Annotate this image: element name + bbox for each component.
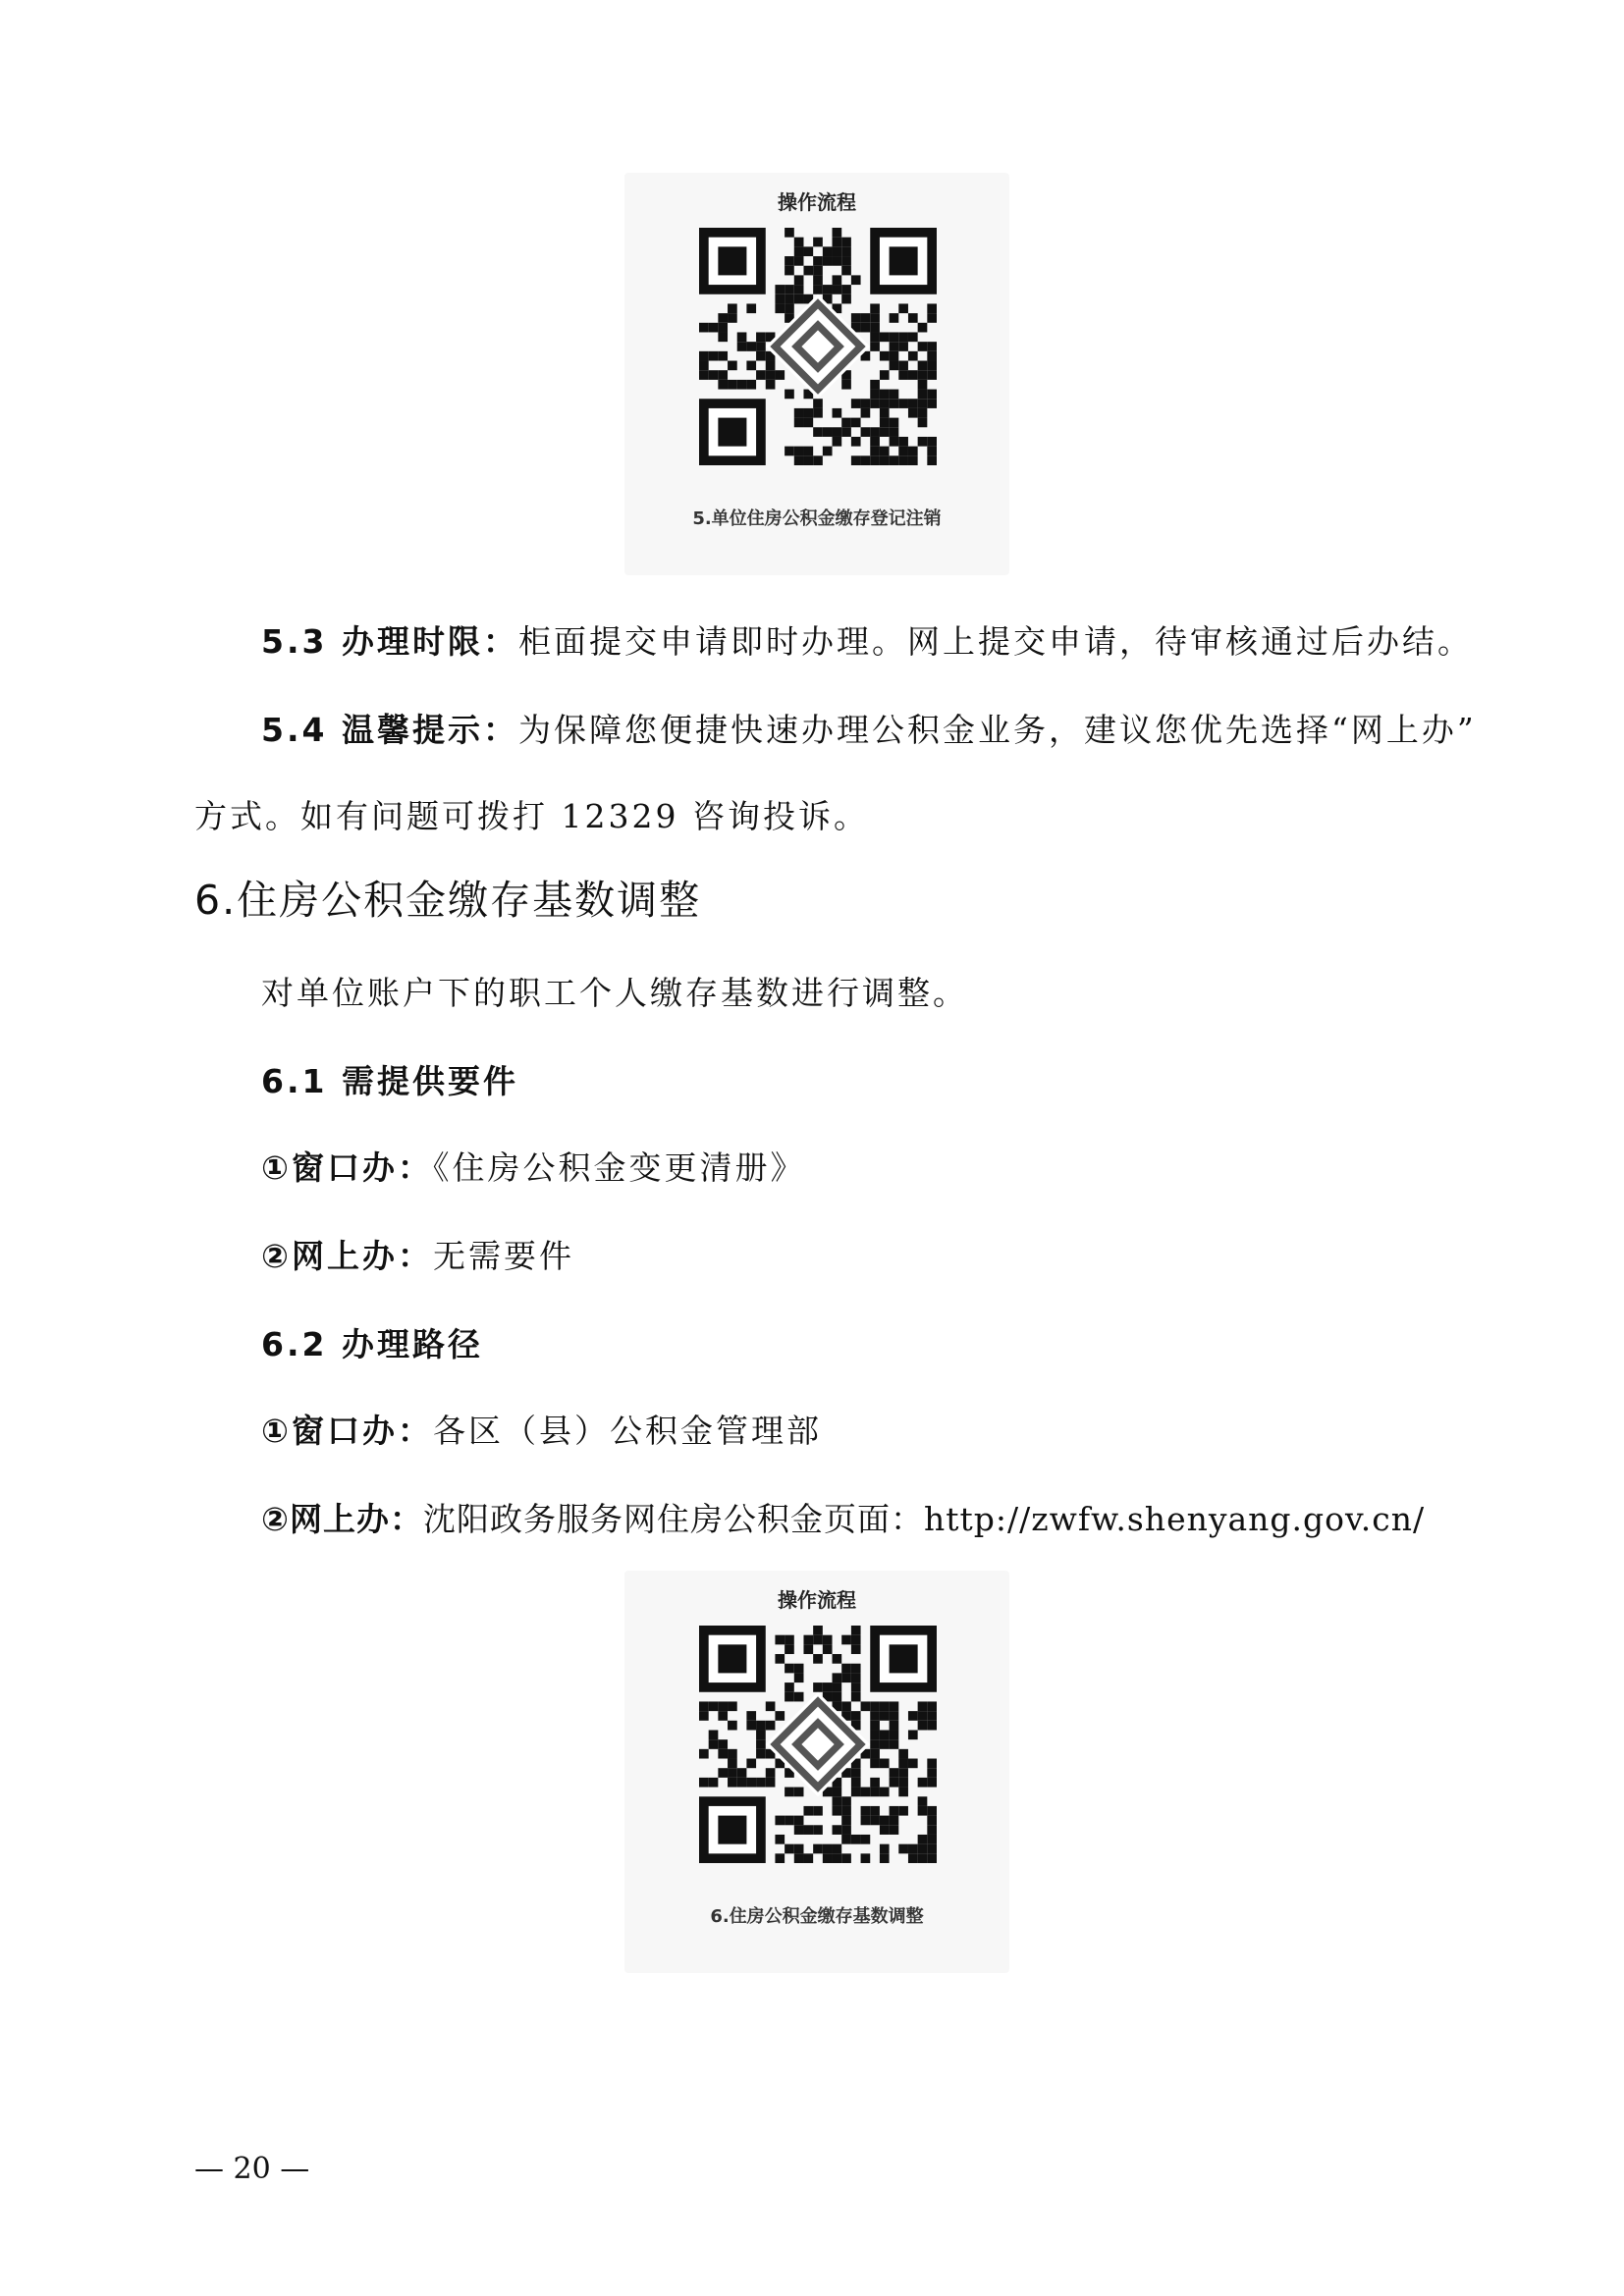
qr-title: 操作流程 — [778, 1588, 856, 1612]
path-online-label: ②网上办： — [261, 1500, 423, 1538]
label-5-3: 5.3 办理时限： — [261, 622, 518, 661]
item-online — [261, 1231, 574, 1277]
item-window — [261, 1143, 805, 1189]
section-6-intro: 对单位账户下的职工个人缴存基数进行调整。 — [261, 974, 968, 1012]
item-online-label: ②网上办： — [261, 1237, 433, 1275]
heading-6-2: 6.2 办理路径 — [261, 1325, 483, 1363]
page-number: — 20 — — [194, 2152, 310, 2186]
heading-6-1: 6.1 需提供要件 — [261, 1062, 518, 1100]
section-6-heading: 6.住房公积金缴存基数调整 — [194, 877, 702, 924]
qr-title: 操作流程 — [778, 190, 856, 214]
qr-card-base-adjust — [624, 1571, 1009, 1973]
qr-caption: 5.单位住房公积金缴存登记注销 — [692, 508, 942, 529]
path-window-label: ①窗口办： — [261, 1412, 433, 1450]
qr-caption: 6.住房公积金缴存基数调整 — [710, 1906, 924, 1927]
paragraph-5-3 — [261, 616, 1473, 663]
paragraph-5-4-cont: 方式。如有问题可拨打 12329 咨询投诉。 — [194, 797, 869, 835]
text-5-4: 为保障您便捷快速办理公积金业务，建议您优先选择“网上办” — [517, 711, 1477, 749]
path-window — [261, 1406, 822, 1452]
paragraph-5-4 — [261, 705, 1477, 751]
path-window-text: 各区（县）公积金管理部 — [432, 1412, 822, 1450]
qr-code-icon[interactable] — [699, 228, 937, 465]
item-window-label: ①窗口办： — [261, 1148, 433, 1187]
label-5-4: 5.4 温馨提示： — [261, 711, 518, 749]
item-online-text: 无需要件 — [432, 1237, 574, 1275]
text-5-3: 柜面提交申请即时办理。网上提交申请，待审核通过后办结。 — [517, 622, 1473, 661]
qr-code-icon[interactable] — [699, 1626, 937, 1863]
qr-card-registration — [624, 173, 1009, 575]
path-online — [261, 1494, 1425, 1540]
item-window-text: 《住房公积金变更清册》 — [432, 1148, 806, 1187]
path-online-link[interactable]: 沈阳政务服务网住房公积金页面：http://zwfw.shenyang.gov.cn/ — [422, 1500, 1426, 1538]
